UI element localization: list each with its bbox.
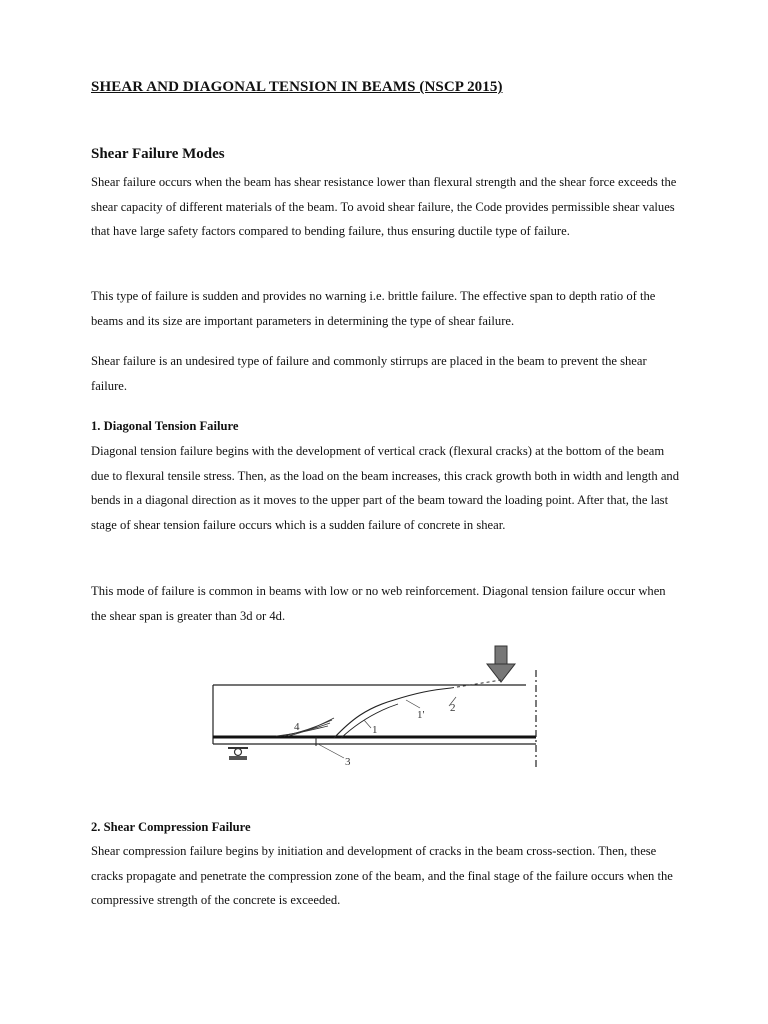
document-title: SHEAR AND DIAGONAL TENSION IN BEAMS (NSCP 2015)	[91, 79, 503, 95]
label-2: 2	[450, 702, 456, 714]
label-3: 3	[345, 756, 351, 768]
label-4: 4	[294, 721, 300, 733]
heading-diagonal-tension-failure: 1. Diagonal Tension Failure	[91, 419, 239, 433]
crack-2-dashed	[451, 680, 501, 688]
paragraph-shear-failure-intro: Shear failure occurs when the beam has shear resistance lower than flexural strength and the shear force exceeds the shear capacity of different materials of the beam. To avoid shear failure, the Code provides permissible shear values that have large safety factors compared to bending failure, thus ensuring ductile type of failure.	[91, 175, 677, 239]
support-icon	[228, 748, 248, 760]
label-1: 1	[372, 724, 378, 736]
diagonal-tension-crack-figure	[206, 640, 556, 780]
label-1-prime: 1'	[417, 709, 425, 721]
paragraph-shear-compression-description: Shear compression failure begins by initiation and development of cracks in the beam cross-section. Then, these cracks propagate and penetrate the compression zone of the beam, and the final stage of the failure occurs when the compressive strength of the concrete is exceeded.	[91, 844, 673, 908]
beam-crack-diagram	[206, 640, 556, 780]
leader-1	[364, 720, 371, 728]
paragraph-diagonal-tension-description: Diagonal tension failure begins with the development of vertical crack (flexural cracks) at the bottom of the beam due to flexural tensile stress. Then, as the load on the beam increases, this crack growth both in width and length and bends in a diagonal direction as it moves to the upper part of the beam toward the loading point. After that, the last stage of shear tension failure occurs which is a sudden failure of concrete in shear.	[91, 444, 680, 532]
crack-4b	[280, 723, 330, 736]
leader-3	[318, 744, 344, 758]
leader-1-prime	[406, 700, 420, 708]
section-heading-shear-failure-modes: Shear Failure Modes	[91, 146, 225, 162]
paragraph-brittle-failure: This type of failure is sudden and provides no warning i.e. brittle failure. The effective span to depth ratio of the beams and its size are important parameters in determining the type of shear failure.	[91, 289, 656, 328]
paragraph-diagonal-tension-occurrence: This mode of failure is common in beams with low or no web reinforcement. Diagonal tension failure occur when the shear span is greater than 3d or 4d.	[91, 584, 666, 623]
load-arrow-icon	[487, 646, 515, 682]
paragraph-stirrups: Shear failure is an undesired type of failure and commonly stirrups are placed in the beam to prevent the shear failure.	[91, 354, 647, 393]
heading-shear-compression-failure: 2. Shear Compression Failure	[91, 820, 251, 834]
crack-1	[334, 688, 451, 738]
